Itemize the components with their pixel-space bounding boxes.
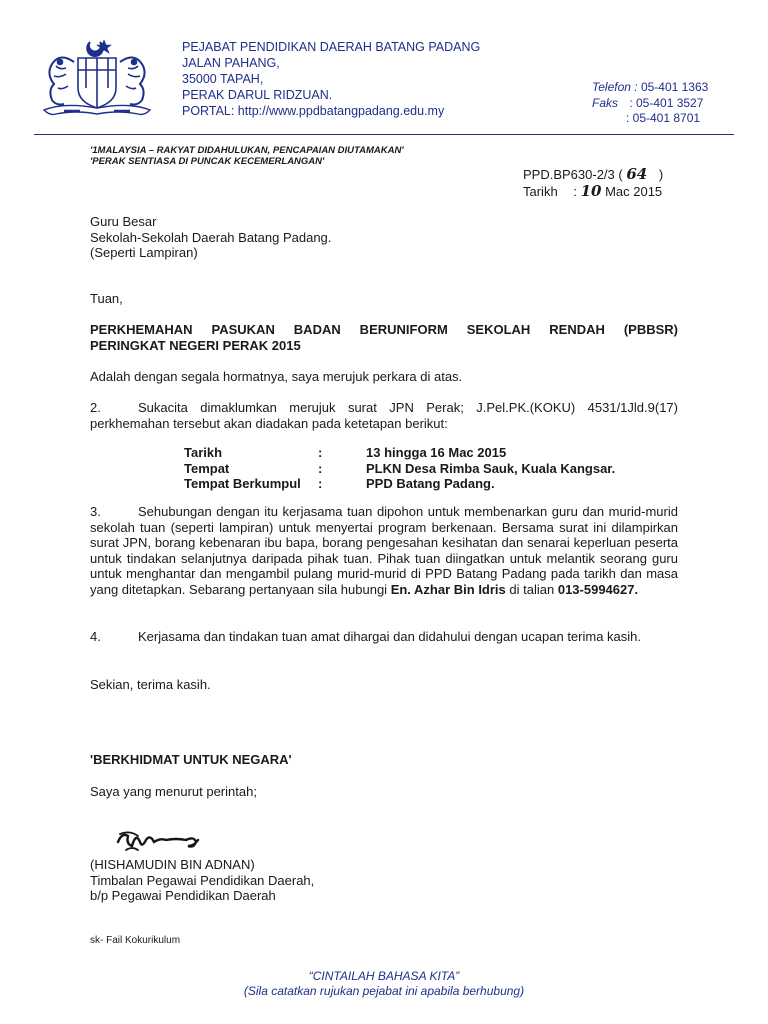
reference-suffix: ) (658, 167, 664, 182)
letterhead-divider (34, 134, 734, 135)
detail-label: Tarikh (184, 445, 223, 460)
office-portal: PORTAL: http://www.ppdbatangpadang.edu.my (182, 104, 445, 118)
subject (90, 322, 678, 353)
footer-note: (Sila catatkan rujukan pejabat ini apabila berhubung) (243, 984, 525, 998)
telefon-row (592, 80, 742, 96)
subject-line: PERINGKAT NEGERI PERAK 2015 (90, 337, 301, 353)
paragraph-2-first-text: Sukacita dimaklumkan merujuk surat JPN Perak; J.Pel.PK.(KOKU) 4531/1Jld.9(17) (138, 400, 678, 415)
paragraph-3 (90, 504, 678, 597)
footer (0, 969, 768, 999)
motto-1malaysia: '1MALAYSIA – RAKYAT DIDAHULUKAN, PENCAPAIAN DIUTAMAKAN' (90, 145, 404, 156)
faks-value-2: : 05-401 8701 (626, 111, 701, 125)
closing-line: Sekian, terima kasih. (90, 677, 211, 692)
subject-line: PERKHEMAHAN PASUKAN BADAN BERUNIFORM SEKOLAH RENDAH (PBBSR) (90, 322, 678, 337)
contact-person-phone: 013-5994627. (557, 581, 639, 597)
carbon-copy: sk- Fail Kokurikulum (90, 935, 181, 946)
signatory-name: (HISHAMUDIN BIN ADNAN) (90, 857, 255, 872)
telefon-value: 05-401 1363 (640, 80, 709, 94)
office-postcode: 35000 TAPAH, (182, 72, 264, 86)
recipient-line: (Seperti Lampiran) (90, 245, 198, 260)
date-month-year: Mac 2015 (605, 184, 663, 199)
detail-label: Tempat (184, 460, 230, 476)
letter-date (523, 183, 663, 200)
faks-row-2 (592, 111, 742, 127)
motto-perak: 'PERAK SENTIASA DI PUNCAK KECEMERLANGAN' (90, 156, 325, 167)
table-row (184, 461, 615, 477)
signatory-block (90, 857, 314, 904)
event-details-table (184, 445, 615, 492)
paragraph-1: Adalah dengan segala hormatnya, saya merujuk perkara di atas. (90, 369, 463, 384)
faks-label: Faks (592, 95, 619, 110)
footer-slogan: “CINTAILAH BAHASA KITA” (308, 969, 460, 983)
paragraph-4-text: Kerjasama dan tindakan tuan amat dihargai dan didahului dengan ucapan terima kasih. (138, 629, 642, 644)
signature-icon (112, 820, 216, 860)
recipient-line: Guru Besar (90, 214, 157, 229)
date-handwritten-day: 10 (580, 182, 602, 200)
reference-handwritten-number: 64 (626, 165, 648, 183)
paragraph-4 (90, 629, 678, 645)
faks-row (592, 96, 742, 112)
malaysia-coat-of-arms-icon (34, 36, 160, 122)
office-name: PEJABAT PENDIDIKAN DAERAH BATANG PADANG (182, 40, 481, 54)
paragraph-number: 2. (90, 400, 101, 415)
salutation: Tuan, (90, 291, 123, 306)
detail-value: PPD Batang Padang. (366, 476, 495, 491)
detail-label: Tempat Berkumpul (184, 476, 301, 491)
signoff-motto: 'BERKHIDMAT UNTUK NEGARA' (90, 752, 292, 767)
paragraph-number: 3. (90, 504, 101, 519)
office-street: JALAN PAHANG, (182, 56, 280, 70)
reference-block (523, 166, 663, 200)
detail-separator: : (318, 476, 323, 491)
paragraph-2-first-line (90, 400, 678, 416)
contact-block (592, 80, 742, 127)
telefon-label: Telefon : (592, 80, 638, 94)
paragraph-number: 4. (90, 629, 101, 644)
detail-separator: : (318, 445, 323, 460)
paragraph-2-rest: perkhemahan tersebut akan diadakan pada ketetapan berikut: (90, 415, 448, 431)
signoff-order: Saya yang menurut perintah; (90, 784, 257, 799)
mottos (90, 145, 404, 167)
date-label: Tarikh (523, 184, 558, 199)
reference-prefix: PPD.BP630-2/3 ( (523, 167, 623, 182)
date-separator: : (573, 184, 577, 199)
faks-value: : 05-401 3527 (629, 95, 704, 110)
detail-value: PLKN Desa Rimba Sauk, Kuala Kangsar. (366, 460, 616, 476)
signatory-title: b/p Pegawai Pendidikan Daerah (90, 888, 276, 903)
paragraph-2 (90, 400, 678, 431)
contact-person-name: En. Azhar Bin Idris (390, 581, 506, 597)
detail-value: 13 hingga 16 Mac 2015 (366, 445, 507, 460)
signatory-title: Timbalan Pegawai Pendidikan Daerah, (90, 872, 315, 888)
office-state: PERAK DARUL RIDZUAN. (182, 88, 333, 102)
table-row (184, 445, 615, 461)
paragraph-3-mid: di talian (509, 581, 555, 597)
paragraph-3-text: Sehubungan dengan itu kerjasama tuan dipohon untuk membenarkan guru dan murid-murid sekolah tuan (seperti lampiran) untuk menyertai program berkenaan. Bersama surat ini dilampirkan surat JPN, borang kebenaran ibu bapa, borang pengesahan kesihatan dan senarai keperluan peserta untuk tindakan selanjutnya daripada pihak tuan. Pihak tuan diingatkan untuk melantik seorang guru untuk menghantar dan mengambil pulang murid-murid di PPD Batang Padang pada tarikh dan masa yang ditetapkan. Sebarang pertanyaan sila hubungi (90, 504, 678, 597)
office-address (182, 39, 480, 119)
reference-number (523, 166, 663, 183)
recipient-block (90, 214, 331, 261)
detail-separator: : (318, 460, 323, 476)
table-row (184, 476, 615, 492)
recipient-line: Sekolah-Sekolah Daerah Batang Padang. (90, 229, 332, 245)
